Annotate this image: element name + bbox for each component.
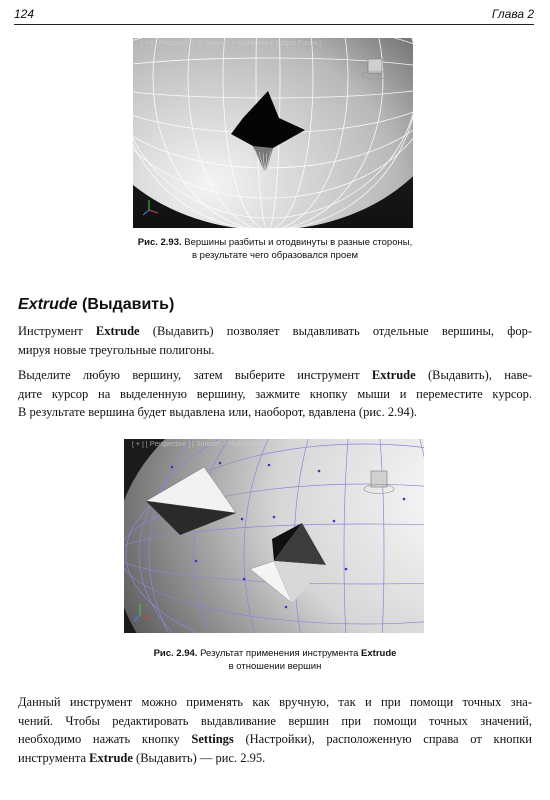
section-title-en: Extrude xyxy=(18,296,78,313)
caption-text: Вершины разбиты и отодвинуты в разные стороны, xyxy=(184,237,413,248)
term-extrude: Extrude xyxy=(95,324,140,338)
section-title-ru: (Выдавить) xyxy=(82,296,175,313)
chapter-title: Глава 2 xyxy=(491,7,534,21)
caption-text: в отношении вершин xyxy=(228,661,322,672)
paragraph xyxy=(18,693,532,767)
caption-text: в результате чего образовался проем xyxy=(191,250,359,261)
text-line: чений. Чтобы редактировать выдавливание вершин при помощи точных значений, xyxy=(18,713,532,728)
figure-2-93-viewport xyxy=(133,38,413,228)
term-settings: Settings xyxy=(191,732,234,746)
text-line: дите курсор на выделенную вершину, зажмите кнопку мыши и переместите курсор. xyxy=(18,386,532,401)
paragraph xyxy=(18,366,532,422)
text-line: Инструмент Extrude (Выдавить) позволяет выдавливать отдельные вершины, фор- xyxy=(18,324,533,338)
figure-2-94-caption xyxy=(95,647,455,673)
text-line: мируя новые треугольные полигоны. xyxy=(18,342,215,357)
figure-2-93-caption xyxy=(100,236,450,262)
page-number: 124 xyxy=(14,7,35,21)
caption-label: Рис. 2.93. xyxy=(137,237,182,248)
sphere-render-extrude xyxy=(124,439,424,633)
term-extrude: Extrude xyxy=(89,750,133,765)
caption-text: Результат применения инструмента xyxy=(197,648,362,659)
viewport-label: [ + ] [ Perspective ] [ Smooth + Highlights + Edged Faces ] xyxy=(132,441,312,448)
sphere-surface xyxy=(124,439,424,633)
text-line: Выделите любую вершину, затем выберите инструмент Extrude (Выдавить), наве- xyxy=(18,368,532,382)
text-line: инструмента Extrude (Выдавить) — рис. 2.95. xyxy=(18,750,266,765)
running-header xyxy=(14,6,534,25)
text-line: В результате вершина будет выдавлена или, наоборот, вдавлена (рис. 2.94). xyxy=(18,405,417,419)
viewport-label: [ + ] [ Perspective ] [ Smooth + Highlights + Edged Faces ] xyxy=(141,40,321,47)
sphere-render-hole xyxy=(133,38,413,228)
paragraph xyxy=(18,322,532,359)
caption-term: Extrude xyxy=(361,648,397,659)
figure-2-94-viewport xyxy=(124,439,424,633)
caption-label: Рис. 2.94. xyxy=(153,648,198,659)
term-extrude: Extrude xyxy=(371,368,416,382)
section-heading xyxy=(18,296,174,314)
text-line: Данный инструмент можно применять как вручную, так и при помощи точных зна- xyxy=(18,695,532,709)
text-line: необходимо нажать кнопку Settings (Настройки), расположенную справа от кнопки xyxy=(18,732,532,746)
